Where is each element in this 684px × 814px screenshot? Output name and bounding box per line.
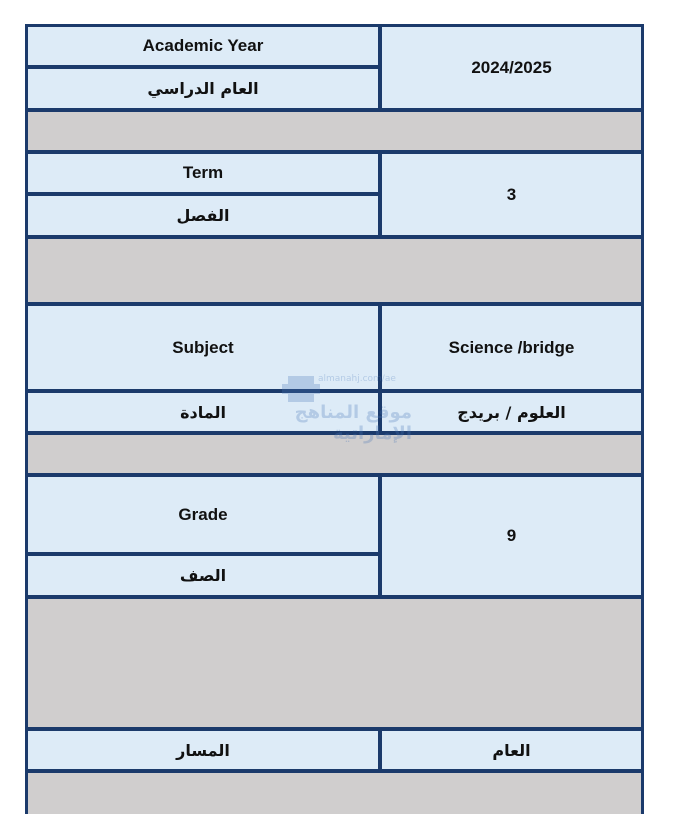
grade-value: 9 (382, 477, 641, 595)
separator-row (28, 599, 641, 727)
subject-label: Subject (28, 306, 378, 389)
separator-row (28, 112, 641, 150)
separator-row (28, 435, 641, 473)
academic-year-value: 2024/2025 (382, 27, 641, 108)
subject-value: Science /bridge (382, 306, 641, 389)
term-value: 3 (382, 154, 641, 235)
grade-label-ar: الصف (28, 556, 378, 595)
watermark-name: موقع المناهج الإماراتية (294, 402, 412, 444)
separator-row (28, 239, 641, 302)
subject-label-ar: المادة (28, 393, 378, 431)
academic-year-label-ar: العام الدراسي (28, 69, 378, 108)
track-value-ar: العام (382, 731, 641, 769)
separator-row (28, 773, 641, 814)
info-table (25, 24, 644, 814)
grade-label: Grade (28, 477, 378, 552)
track-label-ar: المسار (28, 731, 378, 769)
term-label: Term (28, 154, 378, 192)
term-label-ar: الفصل (28, 196, 378, 235)
watermark-url: almanahj.com/ae (318, 374, 396, 384)
subject-value-ar: العلوم / بريدج (382, 393, 641, 431)
academic-year-label: Academic Year (28, 27, 378, 65)
